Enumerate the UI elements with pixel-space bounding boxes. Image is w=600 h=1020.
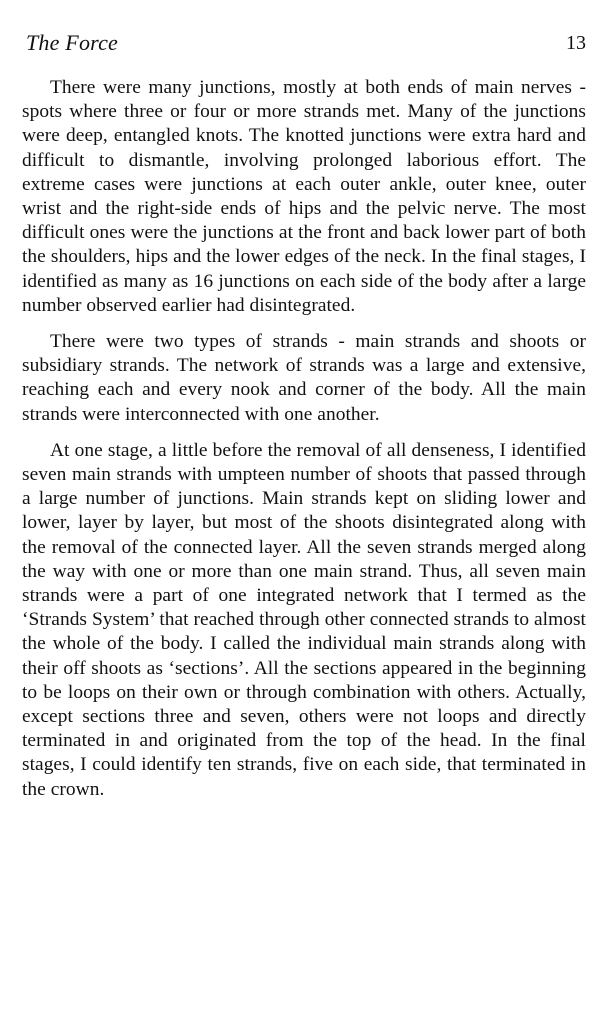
running-header (22, 26, 586, 60)
body-text (22, 76, 586, 802)
paragraph-3: At one stage, a little before the removal of all denseness, I identified seven main strands with umpteen number of shoots that passed through a large number of junctions. Main strands kept on sliding lower and lower, layer by layer, but most of the shoots disintegrated along with the removal of the connected layer. All the seven strands merged along the way with one or more than one main strand. Thus, all seven main strands were a part of one integrated network that I termed as the ‘Strands System’ that reached through other connected strands to almost the whole of the body. I called the individual main strands along with their off shoots as ‘sections’. All the sections appeared in the beginning to be loops on their own or through combination with others. Actually, except sections three and seven, others were not loops and directly terminated in and originated from the top of the head. In the final stages, I could identify ten strands, five on each side, that terminated in the crown. (22, 439, 586, 800)
chapter-title: The Force (26, 30, 119, 55)
page-number: 13 (566, 32, 586, 54)
book-page (22, 26, 586, 1006)
paragraph-2: There were two types of strands - main strands and shoots or subsidiary strands. The network of strands was a large and extensive, reaching each and every nook and corner of the body. All the main strands were interconnected with one another. (22, 331, 586, 425)
paragraph-1: There were many junctions, mostly at both ends of main nerves - spots where three or four or more strands met. Many of the junctions were deep, entangled knots. The knotted junctions were extra hard and difficult to dismantle, involving prolonged laborious effort. The extreme cases were junctions at each outer ankle, outer knee, outer wrist and the right-side ends of hips and the pelvic nerve. The most difficult ones were the junctions at the front and back lower part of both the shoulders, hips and the lower edges of the neck. In the final stages, I identified as many as 16 junctions on each side of the body after a large number observed earlier had disintegrated. (22, 77, 586, 316)
